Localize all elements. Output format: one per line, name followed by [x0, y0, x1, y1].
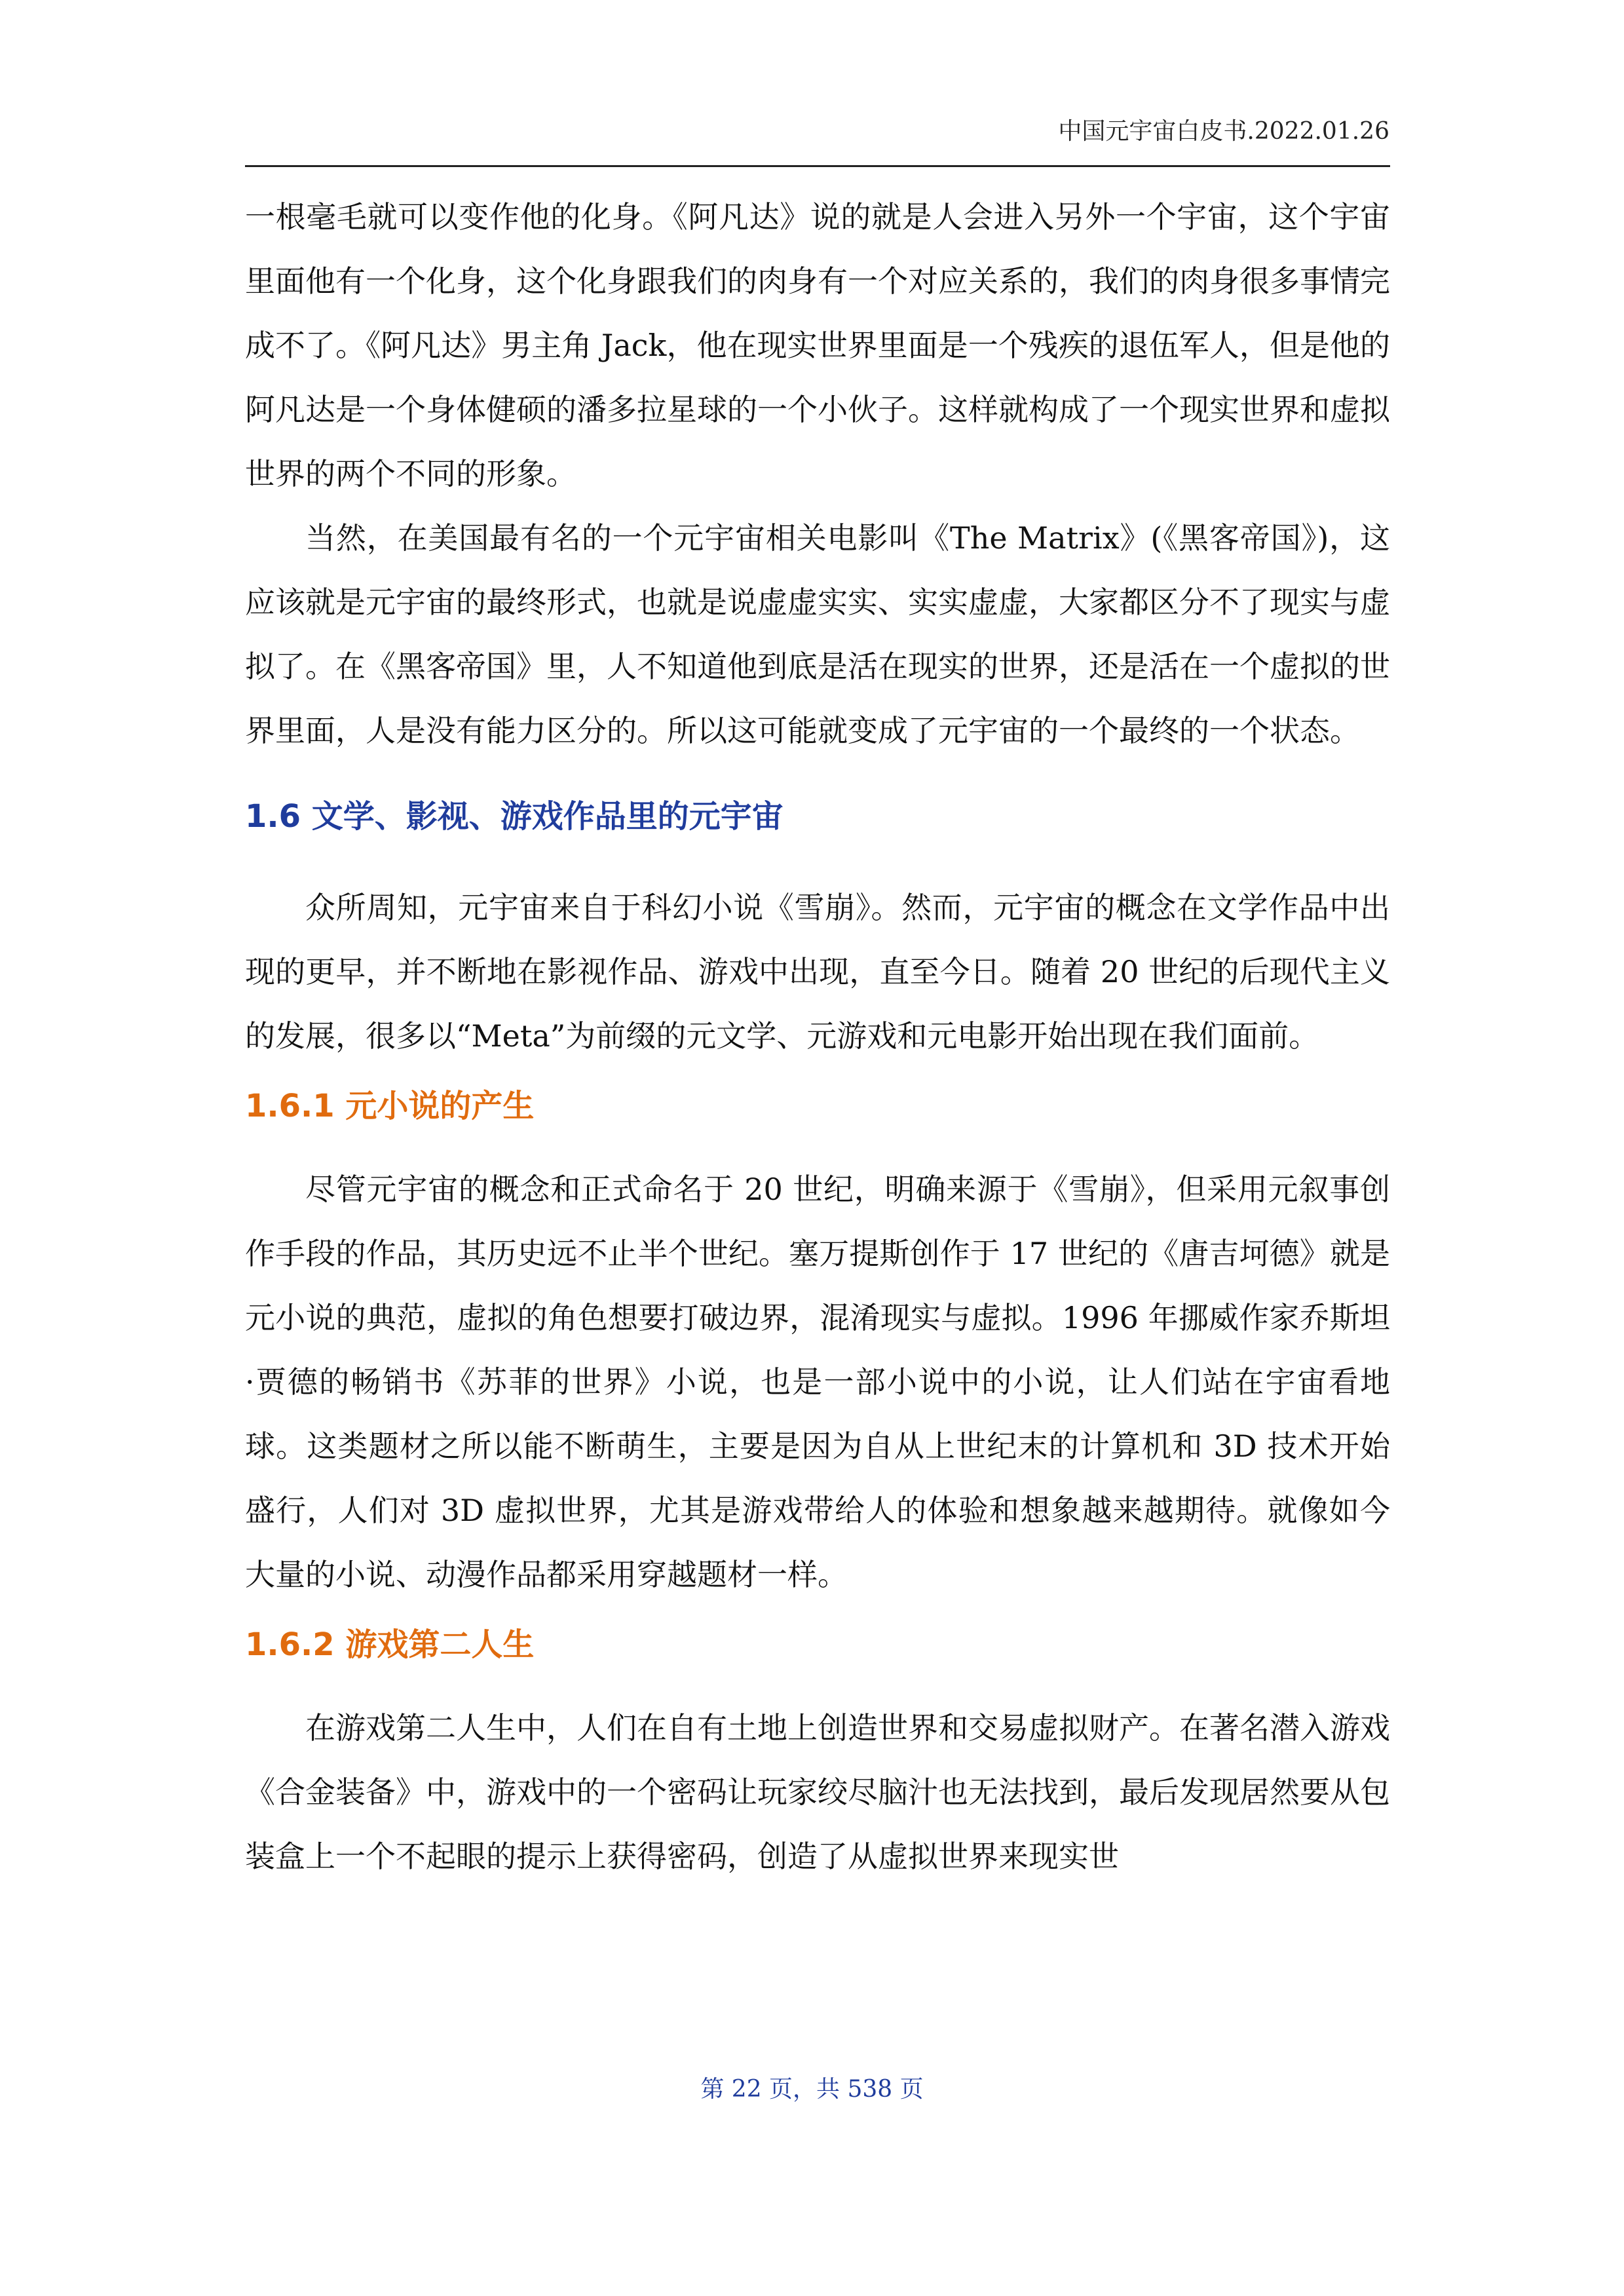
section-heading-1-6: 1.6 文学、影视、游戏作品里的元宇宙 [245, 798, 784, 835]
page-header: 中国元宇宙白皮书.2022.01.26 [1058, 118, 1389, 145]
page-content [245, 185, 1390, 1888]
paragraph-snow-crash: 众所周知，元宇宙来自于科幻小说《雪崩》。然而，元宇宙的概念在文学作品中出现的更早，并不断地在影视作品、游戏中出现，直至今日。随着 20 世纪的后现代主义的发展，很多以“Meta”为前缀的元文学、元游戏和元电影开始出现在我们面前。 [245, 890, 1390, 1054]
paragraph-metafiction: 尽管元宇宙的概念和正式命名于 20 世纪，明确来源于《雪崩》，但采用元叙事创作手段的作品，其历史远不止半个世纪。塞万提斯创作于 17 世纪的《唐吉坷德》就是元小说的典范，虚拟的角色想要打破边界，混淆现实与虚拟。1996 年挪威作家乔斯坦·贾德的畅销书《苏菲的世界》小说，也是一部小说中的小说，让人们站在宇宙看地球。这类题材之所以能不断萌生，主要是因为自从上世纪末的计算机和 3D 技术开始盛行，人们对 3D 虚拟世界，尤其是游戏带给人的体验和想象越来越期待。就像如今大量的小说、动漫作品都采用穿越题材一样。 [245, 1172, 1390, 1592]
subsection-heading-1-6-1: 1.6.1 元小说的产生 [245, 1088, 535, 1124]
paragraph-second-life: 在游戏第二人生中，人们在自有土地上创造世界和交易虚拟财产。在著名潜入游戏《合金装备》中，游戏中的一个密码让玩家绞尽脑汁也无法找到，最后发现居然要从包装盒上一个不起眼的提示上获得密码，创造了从虚拟世界来现实世 [245, 1710, 1390, 1874]
paragraph-avatar: 一根毫毛就可以变作他的化身。《阿凡达》说的就是人会进入另外一个宇宙，这个宇宙里面他有一个化身，这个化身跟我们的肉身有一个对应关系的，我们的肉身很多事情完成不了。《阿凡达》男主角 Jack，他在现实世界里面是一个残疾的退伍军人，但是他的阿凡达是一个身体健硕的潘多拉星球的一个小伙子。这样就构成了一个现实世界和虚拟世界的两个不同的形象。 [245, 199, 1390, 491]
paragraph-matrix: 当然，在美国最有名的一个元宇宙相关电影叫《The Matrix》(《黑客帝国》)，这应该就是元宇宙的最终形式，也就是说虚虚实实、实实虚虚，大家都区分不了现实与虚拟了。在《黑客帝国》里，人不知道他到底是活在现实的世界，还是活在一个虚拟的世界里面，人是没有能力区分的。所以这可能就变成了元宇宙的一个最终的一个状态。 [245, 520, 1390, 748]
subsection-heading-1-6-2: 1.6.2 游戏第二人生 [245, 1626, 535, 1663]
page-footer: 第 22 页，共 538 页 [700, 2076, 924, 2103]
header-rule [245, 165, 1390, 167]
